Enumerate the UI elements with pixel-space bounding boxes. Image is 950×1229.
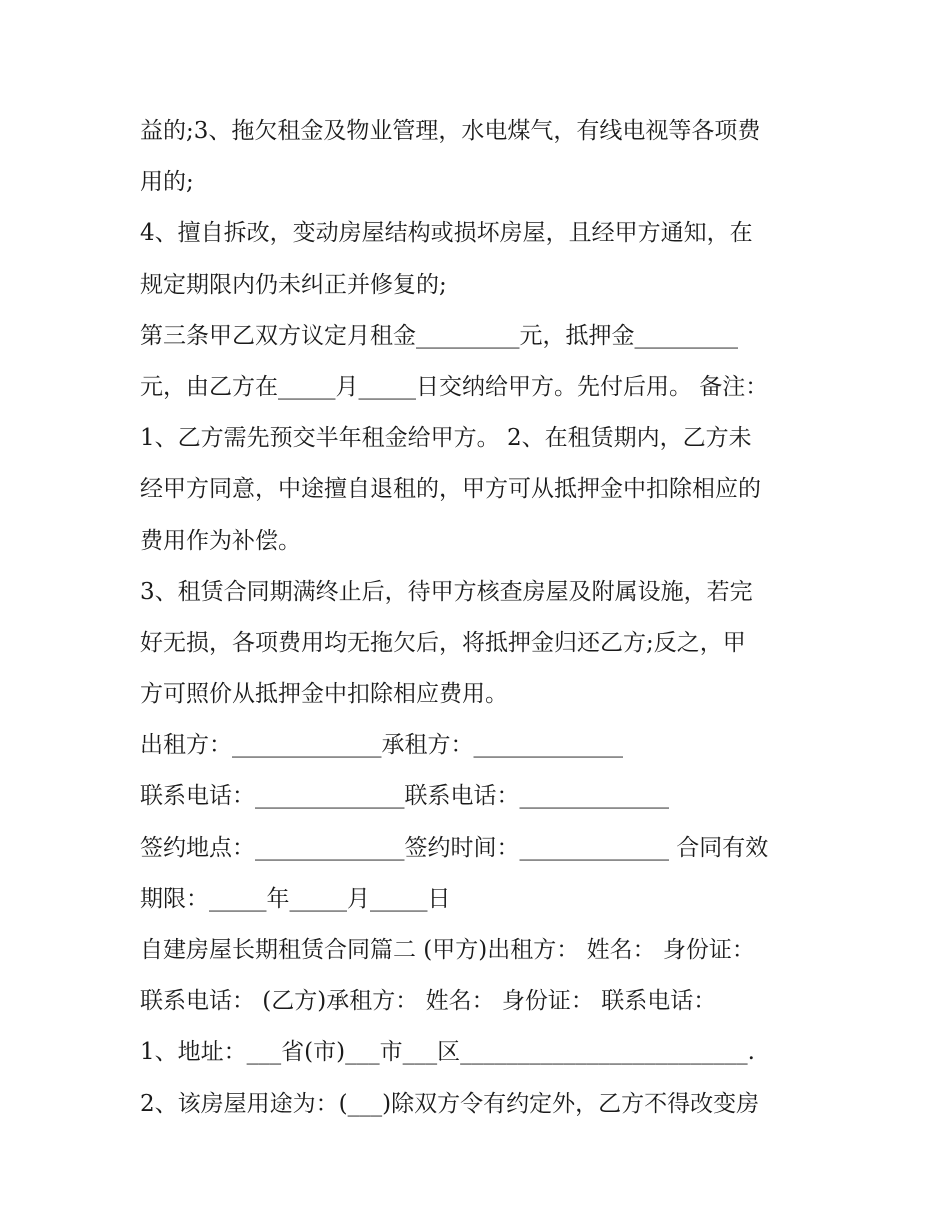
text-line-8: 经甲方同意，中途擅自退租的，甲方可从抵押金中扣除相应的 [140,476,761,503]
text-line-17: 自建房屋长期租赁合同篇二 (甲方)出租方： 姓名： 身份证： [140,937,755,963]
text-line-11: 好无损，各项费用均无拖欠后，将抵押金归还乙方;反之，甲 [140,629,746,656]
text-line-1: 益的;3、拖欠租金及物业管理，水电煤气，有线电视等各项费 [140,118,761,144]
text-line-4: 规定期限内仍未纠正并修复的; [140,271,447,298]
text-line-12: 方可照价从抵押金中扣除相应费用。 [140,681,508,708]
text-line-20: 2、该房屋用途为：(___)除双方令有约定外，乙方不得改变房 [140,1090,760,1117]
text-line-7: 1、乙方需先预交半年租金给甲方。 2、在租赁期内，乙方未 [140,425,752,452]
text-line-14: 联系电话：_____________联系电话：_____________ [140,783,669,810]
text-line-16: 期限：_____年_____月_____日 [140,885,451,912]
document-body [140,106,820,1130]
text-line-6: 元，由乙方在_____月_____日交纳给甲方。先付后用。 备注： [140,373,769,400]
text-line-15: 签约地点：_____________签约时间：_____________ 合同有效 [140,834,769,861]
text-line-10: 3、租赁合同期满终止后，待甲方核查房屋及附属设施，若完 [140,578,753,605]
text-line-18: 联系电话： (乙方)承租方： 姓名： 身份证： 联系电话： [140,988,717,1015]
text-line-13: 出租方：_____________承租方：_____________ [140,732,623,759]
text-line-2: 用的; [140,169,194,196]
text-line-3: 4、擅自拆改，变动房屋结构或损坏房屋，且经甲方通知，在 [140,220,753,247]
text-line-19: 1、地址：___省(市)___市___区_________________________. [140,1039,755,1066]
text-line-5: 第三条甲乙双方议定月租金_________元，抵押金_________ [140,322,738,349]
text-line-9: 费用作为补偿。 [140,527,301,554]
